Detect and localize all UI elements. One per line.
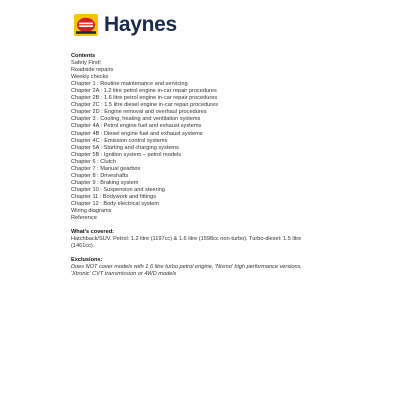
exclusions-section [71, 257, 371, 278]
contents-item: Chapter 11 : Bodywork and fittings [71, 193, 157, 200]
covered-heading: What's covered: [71, 229, 114, 236]
exclusions-heading: Exclusions: [71, 257, 103, 264]
contents-item: Chapter 7 : Manual gearbox [71, 165, 141, 172]
contents-item: Chapter 5A : Starting and charging systems [71, 144, 179, 151]
description-content [71, 53, 371, 278]
covered-text: Hatchback/SUV. Petrol: 1.2 litre (1197cc) & 1.6 litre (1598cc non-turbo). Turbo-diesel: 1.5 litre (1461cc). [71, 236, 302, 250]
contents-item: Chapter 4A : Petrol engine fuel and exhaust systems [71, 123, 202, 130]
contents-item: Chapter 2C : 1.5 litre diesel engine in-car repair procedures [71, 102, 219, 109]
contents-item: Chapter 2D : Engine removal and overhaul procedures [71, 109, 207, 116]
contents-item: Chapter 10 : Suspension and steering [71, 186, 165, 193]
contents-item: Reference [71, 215, 97, 222]
contents-item: Chapter 1 : Routine maintenance and servicing [71, 81, 188, 88]
contents-item: Wiring diagrams [71, 208, 112, 215]
contents-item: Chapter 8 : Driveshafts [71, 172, 129, 179]
haynes-logo-icon [74, 14, 98, 36]
contents-item: Chapter 4B : Diesel engine fuel and exhaust systems [71, 130, 203, 137]
contents-item: Roadside repairs [71, 67, 114, 74]
contents-item: Chapter 12 : Body electrical system [71, 200, 159, 207]
contents-item: Weekly checks [71, 74, 109, 81]
covered-section [71, 229, 371, 250]
contents-list [71, 60, 371, 222]
contents-item: Safety First! [71, 60, 101, 67]
brand-header [74, 13, 177, 37]
contents-item: Chapter 2B : 1.6 litre petrol engine in-car repair procedures [71, 95, 218, 102]
contents-item: Chapter 2A : 1.2 litre petrol engine in-car repair procedures [71, 88, 217, 95]
contents-item: Chapter 6 : Clutch [71, 158, 117, 165]
contents-heading: Contents [71, 53, 96, 59]
contents-item: Chapter 3 : Cooling, heating and ventilation systems [71, 116, 201, 123]
exclusions-text: Does NOT cover models with 1.6 litre turbo petrol engine, 'Nismo' high performance versions, 'Xtronic' CVT transmission or 4WD models [71, 264, 302, 278]
contents-item: Chapter 5B : Ignition system – petrol models [71, 151, 182, 158]
brand-name: Haynes [104, 13, 177, 36]
contents-item: Chapter 9 : Braking system [71, 179, 139, 186]
contents-item: Chapter 4C : Emission control systems [71, 137, 168, 144]
